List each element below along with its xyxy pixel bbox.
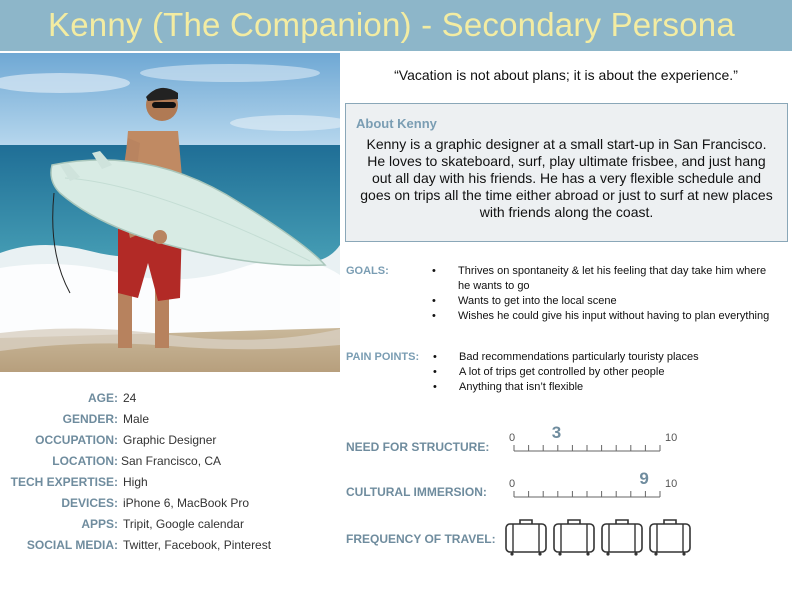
suitcase-icon: [600, 518, 644, 556]
demo-value: Male: [123, 412, 150, 426]
scale-min: 0: [509, 478, 516, 490]
suitcase-icon: [552, 518, 596, 556]
scale-value: 9: [639, 469, 649, 488]
demo-key: SOCIAL MEDIA:: [26, 538, 118, 552]
list-item: • A lot of trips get controlled by other people: [433, 365, 773, 380]
demo-value: iPhone 6, MacBook Pro: [123, 496, 250, 510]
about-box: [345, 103, 788, 242]
goals-list: [432, 264, 772, 324]
immersion-scale-label: CULTURAL IMMERSION:: [346, 485, 487, 499]
demo-key: GENDER:: [62, 412, 118, 426]
header-banner: [0, 0, 792, 51]
list-item: • Thrives on spontaneity & let his feeling that day take him where he wants to go: [432, 264, 772, 294]
demo-value: Twitter, Facebook, Pinterest: [123, 538, 272, 552]
about-heading: About Kenny: [356, 116, 437, 131]
scale-track: [508, 487, 668, 501]
demo-row-social-media: [0, 538, 340, 554]
list-item: • Wants to get into the local scene: [432, 294, 772, 309]
surfer-image: [0, 53, 340, 372]
demo-key: DEVICES:: [61, 496, 118, 510]
demo-row-location: [0, 454, 340, 470]
demo-key: OCCUPATION:: [35, 433, 118, 447]
persona-quote: “Vacation is not about plans; it is about the experience.”: [394, 67, 738, 83]
demo-key: APPS:: [81, 517, 118, 531]
travel-label: FREQUENCY OF TRAVEL:: [346, 532, 496, 546]
page-title: Kenny (The Companion) - Secondary Persona: [48, 6, 735, 43]
list-item: • Bad recommendations particularly touristy places: [433, 350, 773, 365]
scale-min: 0: [509, 432, 516, 444]
about-body: Kenny is a graphic designer at a small start-up in San Francisco. He loves to skateboard, surf, play ultimate frisbee, and just hang out all day with his friends. He has a very flexible schedule and goes on trips all the time either abroad or just to surf at new places with friends along the coast.: [360, 136, 773, 220]
list-item: • Wishes he could give his input without having to plan everything: [432, 309, 772, 324]
persona-photo: [0, 53, 340, 372]
demo-row-devices: [0, 496, 340, 512]
scale-value: 3: [551, 423, 562, 442]
demo-row-tech-expertise: [0, 475, 340, 491]
scale-track: [508, 441, 668, 455]
structure-scale: [508, 425, 683, 455]
list-item: • Anything that isn’t flexible: [433, 380, 773, 395]
demo-row-gender: [0, 412, 340, 428]
suitcase-icon: [648, 518, 692, 556]
demo-value: San Francisco, CA: [121, 454, 222, 468]
demo-value: 24: [123, 391, 137, 405]
suitcase-icon: [504, 518, 548, 556]
pain-points-label: PAIN POINTS:: [346, 351, 420, 363]
demo-row-apps: [0, 517, 340, 533]
structure-scale-label: NEED FOR STRUCTURE:: [346, 440, 490, 454]
pain-points-list: [433, 350, 773, 395]
scale-max: 10: [665, 432, 678, 444]
demo-row-occupation: [0, 433, 340, 449]
demo-value: Graphic Designer: [123, 433, 217, 447]
demo-row-age: [0, 391, 340, 407]
immersion-scale: [508, 471, 683, 501]
demo-key: LOCATION:: [52, 454, 118, 468]
goals-label: GOALS:: [346, 265, 389, 277]
scale-max: 10: [665, 478, 678, 490]
demo-value: High: [123, 475, 148, 489]
demo-key: AGE:: [88, 391, 118, 405]
demo-key: TECH EXPERTISE:: [10, 475, 118, 489]
demo-value: Tripit, Google calendar: [123, 517, 244, 531]
travel-frequency: [504, 518, 704, 558]
